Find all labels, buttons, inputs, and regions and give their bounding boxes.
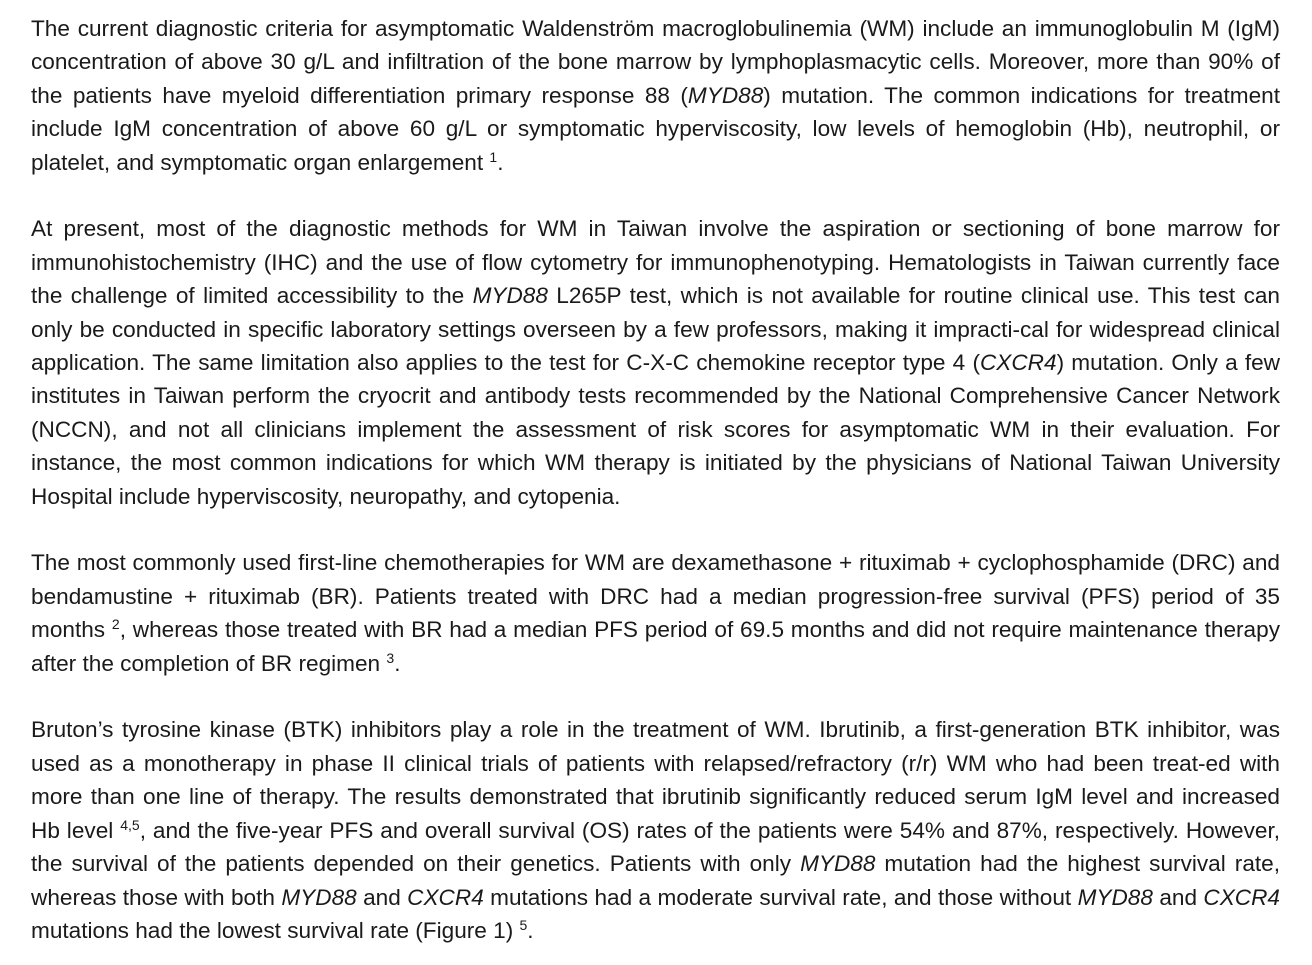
gene-name-italic: CXCR4 bbox=[1203, 884, 1280, 910]
text-span: , whereas those treated with BR had a median PFS period of 69.5 months and did not require maintenance therapy after the completion of BR regimen bbox=[31, 617, 1280, 676]
citation-ref: 5 bbox=[519, 916, 528, 933]
text-span: . bbox=[527, 917, 534, 943]
text-span: mutation had the highest survival rate, whereas those with both bbox=[31, 851, 1281, 910]
text-span: and bbox=[1152, 884, 1204, 910]
text-span: The most commonly used first-line chemotherapies for WM are dexamethasone + rituximab + cyclophosphamide (DRC) and bendamustine + rituximab (BR). Patients treated with DRC had a median progression-free survival (PFS) period of 35 months bbox=[31, 550, 1280, 643]
text-span: L265P test, which is not available for routine clinical use. This test can only be conducted in specific laboratory settings overseen by a few professors, making it impracti-cal for widespread clinical application. The same limitation also applies to the test for C-X-C chemokine receptor type 4 ( bbox=[31, 283, 1280, 376]
citation-ref: 1 bbox=[489, 148, 498, 165]
document-body bbox=[31, 12, 1280, 947]
text-span: , and the five-year PFS and overall survival (OS) rates of the patients were 54% and 87%, respectively. However, the survival of the patients depended on their genetics. Patients with only bbox=[31, 817, 1280, 877]
gene-name-italic: MYD88 bbox=[687, 82, 764, 108]
gene-name-italic: MYD88 bbox=[1077, 884, 1153, 910]
text-span: At present, most of the diagnostic methods for WM in Taiwan involve the aspiration or sectioning of bone marrow for immunohistochemistry (IHC) and the use of flow cytometry for immunophenotyping. Hematologists in Taiwan currently face the challenge of limited accessibility to the bbox=[31, 216, 1280, 309]
citation-ref: 2 bbox=[111, 616, 120, 633]
text-span: mutations had a moderate survival rate, and those without bbox=[483, 884, 1078, 910]
gene-name-italic: MYD88 bbox=[281, 884, 357, 910]
text-span: The current diagnostic criteria for asymptomatic Waldenström macroglobulinemia (WM) include an immunoglobulin M (IgM) concentration of above 30 g/L and infiltration of the bone marrow by lymphoplasmacytic cells. Moreover, more than 90% of the patients have myeloid differentiation primary response 88 ( bbox=[31, 16, 1280, 108]
citation-ref: 3 bbox=[386, 649, 395, 666]
text-span: . bbox=[394, 650, 401, 676]
gene-name-italic: CXCR4 bbox=[407, 884, 484, 910]
gene-name-italic: MYD88 bbox=[800, 851, 876, 877]
text-span: . bbox=[497, 149, 504, 175]
citation-ref: 4,5 bbox=[120, 816, 140, 833]
gene-name-italic: CXCR4 bbox=[979, 350, 1057, 376]
text-span: ) mutation. Only a few institutes in Taiwan perform the cryocrit and antibody tests recommended by the National Comprehensive Cancer Network (NCCN), and not all clinicians implement the assessment of risk scores for asymptomatic WM in their evaluation. For instance, the most common indications for which WM therapy is initiated by the physicians of National Taiwan University Hospital include hyperviscosity, neuropathy, and cytopenia. bbox=[31, 350, 1280, 509]
paragraph-diagnostic-criteria bbox=[31, 12, 1280, 179]
paragraph-diagnostic-methods-taiwan bbox=[31, 212, 1280, 513]
gene-name-italic: MYD88 bbox=[472, 283, 548, 309]
paragraph-btk-inhibitors bbox=[31, 713, 1280, 947]
text-span: Bruton’s tyrosine kinase (BTK) inhibitors play a role in the treatment of WM. Ibrutinib, a first-generation BTK inhibitor, was used as a monotherapy in phase II clinical trials of patients with relapsed/refractory (r/r) WM who had been treat-ed with more than one line of therapy. The results demonstrated that ibrutinib significantly reduced serum IgM level and increased Hb level bbox=[31, 717, 1280, 843]
paragraph-first-line-chemotherapy bbox=[31, 546, 1280, 680]
text-span: and bbox=[356, 884, 408, 910]
text-span: ) mutation. The common indications for treatment include IgM concentration of above 60 g/L or symptomatic hyperviscosity, low levels of hemoglobin (Hb), neutrophil, or platelet, and symptomatic organ enlargement bbox=[31, 82, 1280, 175]
text-span: mutations had the lowest survival rate (Figure 1) bbox=[31, 917, 520, 943]
